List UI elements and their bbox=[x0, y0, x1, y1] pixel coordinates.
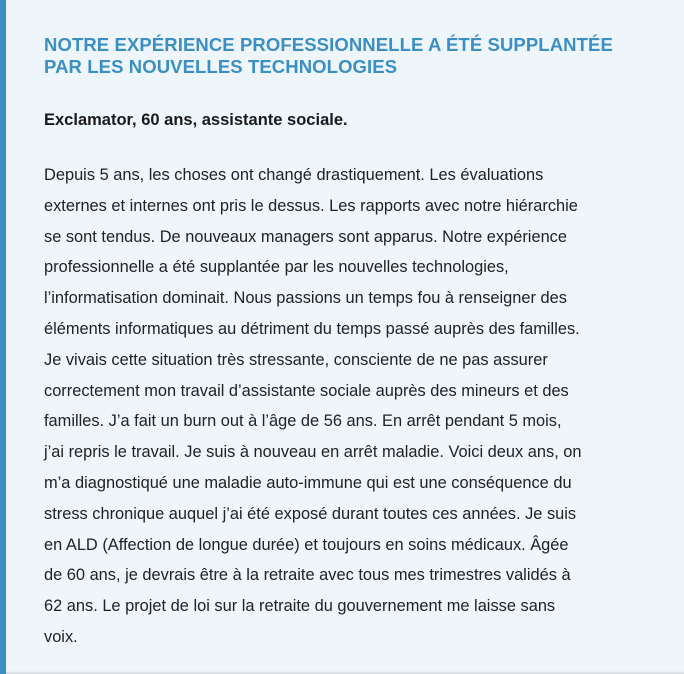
body-line: professionnelle a été supplantée par les nouvelles technologies, bbox=[44, 258, 509, 277]
author-line: Exclamator, 60 ans, assistante sociale. bbox=[44, 111, 348, 129]
article-title-line-2: PAR LES NOUVELLES TECHNOLOGIES bbox=[44, 56, 398, 77]
body-line: Je vivais cette situation très stressante, consciente de ne pas assurer bbox=[44, 350, 548, 369]
body-line: 62 ans. Le projet de loi sur la retraite du gouvernement me laisse sans bbox=[44, 597, 556, 616]
body-line: stress chronique auquel j’ai été exposé durant toutes ces années. Je suis bbox=[44, 504, 577, 523]
body-line: familles. J’a fait un burn out à l’âge de 56 ans. En arrêt pendant 5 mois, bbox=[44, 412, 562, 431]
body-line: m’a diagnostiqué une maladie auto-immune qui est une conséquence du bbox=[44, 473, 572, 492]
body-line: j’ai repris le travail. Je suis à nouveau en arrêt maladie. Voici deux ans, on bbox=[44, 443, 582, 462]
body-line: en ALD (Affection de longue durée) et toujours en soins médicaux. Âgée bbox=[44, 535, 569, 554]
body-line: l’informatisation dominait. Nous passions un temps fou à renseigner des bbox=[44, 289, 567, 308]
article-title bbox=[44, 34, 654, 78]
body-line: se sont tendus. De nouveaux managers sont apparus. Notre expérience bbox=[44, 227, 567, 246]
body-line: de 60 ans, je devrais être à la retraite avec tous mes trimestres validés à bbox=[44, 566, 571, 585]
body-line: voix. bbox=[44, 627, 78, 646]
body-line: éléments informatiques au détriment du temps passé auprès des familles. bbox=[44, 319, 580, 338]
article-title-line-1: NOTRE EXPÉRIENCE PROFESSIONNELLE A ÉTÉ SUPPLANTÉE bbox=[44, 34, 613, 55]
body-line: externes et internes ont pris le dessus. Les rapports avec notre hiérarchie bbox=[44, 196, 578, 215]
body-line: Depuis 5 ans, les choses ont changé drastiquement. Les évaluations bbox=[44, 166, 544, 184]
body-line: correctement mon travail d’assistante sociale auprès des mineurs et des bbox=[44, 381, 569, 400]
article-body bbox=[44, 160, 660, 653]
